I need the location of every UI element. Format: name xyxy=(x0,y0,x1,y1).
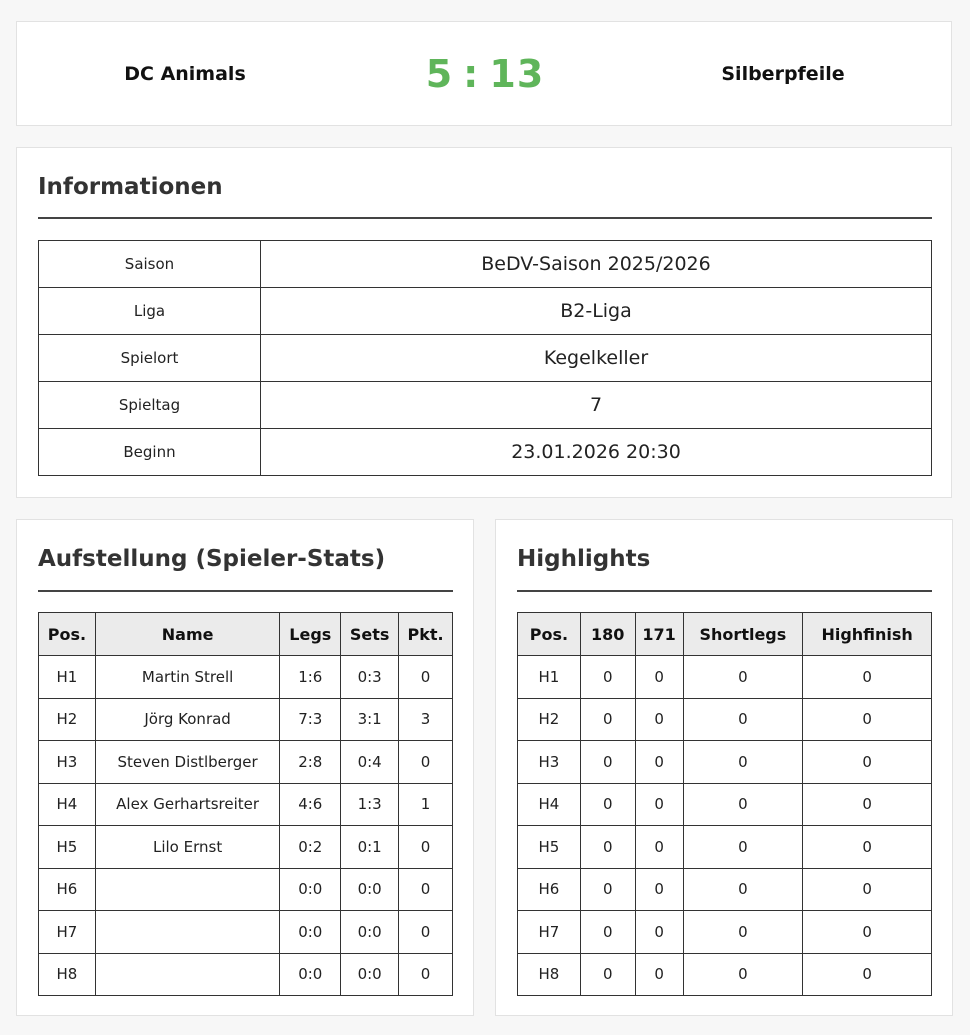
count-171-cell: 0 xyxy=(635,826,683,869)
table-row xyxy=(518,783,932,826)
highlights-header-row xyxy=(518,613,932,656)
highfinish-cell: 0 xyxy=(803,911,932,954)
player-name-cell[interactable] xyxy=(95,911,279,954)
legs-cell: 0:0 xyxy=(280,953,341,996)
column-header: Highfinish xyxy=(803,613,932,656)
shortlegs-cell: 0 xyxy=(683,783,803,826)
shortlegs-cell: 0 xyxy=(683,911,803,954)
table-row xyxy=(39,741,453,784)
info-label: Saison xyxy=(39,241,261,288)
lineup-table xyxy=(38,612,453,996)
sets-cell: 0:4 xyxy=(341,741,399,784)
count-180-cell: 0 xyxy=(580,741,635,784)
sets-cell: 0:0 xyxy=(341,868,399,911)
info-row-matchday xyxy=(39,382,932,429)
count-171-cell: 0 xyxy=(635,911,683,954)
sets-cell: 0:0 xyxy=(341,911,399,954)
information-card xyxy=(16,147,952,498)
points-cell: 0 xyxy=(399,656,453,699)
table-row xyxy=(39,911,453,954)
column-header: 171 xyxy=(635,613,683,656)
column-header: Pkt. xyxy=(399,613,453,656)
position-cell: H7 xyxy=(39,911,96,954)
information-heading: Informationen xyxy=(38,174,932,219)
column-header: 180 xyxy=(580,613,635,656)
lineup-card xyxy=(16,519,474,1016)
table-row xyxy=(518,741,932,784)
highlights-heading: Highlights xyxy=(517,546,932,592)
count-180-cell: 0 xyxy=(580,656,635,699)
highfinish-cell: 0 xyxy=(803,826,932,869)
column-header: Legs xyxy=(280,613,341,656)
info-value: 7 xyxy=(261,382,932,429)
position-cell: H5 xyxy=(39,826,96,869)
position-cell: H7 xyxy=(518,911,581,954)
player-name-cell[interactable] xyxy=(95,953,279,996)
match-score xyxy=(385,22,585,125)
info-label: Liga xyxy=(39,288,261,335)
player-name-cell[interactable]: Lilo Ernst xyxy=(95,826,279,869)
table-row xyxy=(518,698,932,741)
info-label: Spieltag xyxy=(39,382,261,429)
player-name-cell[interactable]: Alex Gerhartsreiter xyxy=(95,783,279,826)
legs-cell: 7:3 xyxy=(280,698,341,741)
table-row xyxy=(39,953,453,996)
table-row xyxy=(39,698,453,741)
info-label: Spielort xyxy=(39,335,261,382)
shortlegs-cell: 0 xyxy=(683,698,803,741)
info-value: B2-Liga xyxy=(261,288,932,335)
count-180-cell: 0 xyxy=(580,953,635,996)
player-name-cell[interactable]: Jörg Konrad xyxy=(95,698,279,741)
highfinish-cell: 0 xyxy=(803,783,932,826)
position-cell: H5 xyxy=(518,826,581,869)
shortlegs-cell: 0 xyxy=(683,953,803,996)
legs-cell: 0:2 xyxy=(280,826,341,869)
legs-cell: 0:0 xyxy=(280,911,341,954)
count-171-cell: 0 xyxy=(635,656,683,699)
legs-cell: 0:0 xyxy=(280,868,341,911)
player-name-cell[interactable]: Martin Strell xyxy=(95,656,279,699)
table-row xyxy=(518,868,932,911)
score-separator: : xyxy=(463,51,480,96)
count-171-cell: 0 xyxy=(635,741,683,784)
legs-cell: 1:6 xyxy=(280,656,341,699)
count-180-cell: 0 xyxy=(580,911,635,954)
count-171-cell: 0 xyxy=(635,953,683,996)
highfinish-cell: 0 xyxy=(803,868,932,911)
column-header: Name xyxy=(95,613,279,656)
info-row-league xyxy=(39,288,932,335)
count-180-cell: 0 xyxy=(580,698,635,741)
position-cell: H4 xyxy=(518,783,581,826)
shortlegs-cell: 0 xyxy=(683,868,803,911)
home-score: 5 xyxy=(425,51,454,96)
info-row-venue xyxy=(39,335,932,382)
position-cell: H8 xyxy=(518,953,581,996)
info-label: Beginn xyxy=(39,429,261,476)
table-row xyxy=(39,783,453,826)
sets-cell: 1:3 xyxy=(341,783,399,826)
shortlegs-cell: 0 xyxy=(683,741,803,784)
away-team-name[interactable]: Silberpfeile xyxy=(721,62,845,85)
column-header: Pos. xyxy=(518,613,581,656)
count-171-cell: 0 xyxy=(635,698,683,741)
table-row xyxy=(518,953,932,996)
points-cell: 0 xyxy=(399,741,453,784)
column-header: Shortlegs xyxy=(683,613,803,656)
sets-cell: 0:1 xyxy=(341,826,399,869)
points-cell: 0 xyxy=(399,826,453,869)
away-score: 13 xyxy=(489,51,545,96)
position-cell: H6 xyxy=(39,868,96,911)
points-cell: 1 xyxy=(399,783,453,826)
highfinish-cell: 0 xyxy=(803,698,932,741)
points-cell: 0 xyxy=(399,868,453,911)
column-header: Sets xyxy=(341,613,399,656)
player-name-cell[interactable] xyxy=(95,868,279,911)
column-header: Pos. xyxy=(39,613,96,656)
shortlegs-cell: 0 xyxy=(683,826,803,869)
table-row xyxy=(518,656,932,699)
position-cell: H3 xyxy=(39,741,96,784)
position-cell: H1 xyxy=(39,656,96,699)
position-cell: H3 xyxy=(518,741,581,784)
home-team-name[interactable]: DC Animals xyxy=(124,62,246,85)
highfinish-cell: 0 xyxy=(803,741,932,784)
position-cell: H1 xyxy=(518,656,581,699)
points-cell: 0 xyxy=(399,911,453,954)
highfinish-cell: 0 xyxy=(803,656,932,699)
table-row xyxy=(39,656,453,699)
lineup-header-row xyxy=(39,613,453,656)
player-name-cell[interactable]: Steven Distlberger xyxy=(95,741,279,784)
sets-cell: 0:0 xyxy=(341,953,399,996)
match-score-card xyxy=(16,21,952,126)
info-value: Kegelkeller xyxy=(261,335,932,382)
position-cell: H2 xyxy=(39,698,96,741)
table-row xyxy=(518,826,932,869)
count-180-cell: 0 xyxy=(580,783,635,826)
highfinish-cell: 0 xyxy=(803,953,932,996)
count-171-cell: 0 xyxy=(635,868,683,911)
info-value: 23.01.2026 20:30 xyxy=(261,429,932,476)
position-cell: H8 xyxy=(39,953,96,996)
legs-cell: 4:6 xyxy=(280,783,341,826)
count-171-cell: 0 xyxy=(635,783,683,826)
lineup-heading: Aufstellung (Spieler-Stats) xyxy=(38,546,453,592)
sets-cell: 0:3 xyxy=(341,656,399,699)
count-180-cell: 0 xyxy=(580,868,635,911)
count-180-cell: 0 xyxy=(580,826,635,869)
highlights-table xyxy=(517,612,932,996)
position-cell: H2 xyxy=(518,698,581,741)
points-cell: 0 xyxy=(399,953,453,996)
position-cell: H4 xyxy=(39,783,96,826)
table-row xyxy=(39,868,453,911)
position-cell: H6 xyxy=(518,868,581,911)
table-row xyxy=(518,911,932,954)
legs-cell: 2:8 xyxy=(280,741,341,784)
info-value: BeDV-Saison 2025/2026 xyxy=(261,241,932,288)
sets-cell: 3:1 xyxy=(341,698,399,741)
highlights-card xyxy=(495,519,953,1016)
information-table xyxy=(38,240,932,476)
info-row-start xyxy=(39,429,932,476)
shortlegs-cell: 0 xyxy=(683,656,803,699)
table-row xyxy=(39,826,453,869)
points-cell: 3 xyxy=(399,698,453,741)
info-row-season xyxy=(39,241,932,288)
